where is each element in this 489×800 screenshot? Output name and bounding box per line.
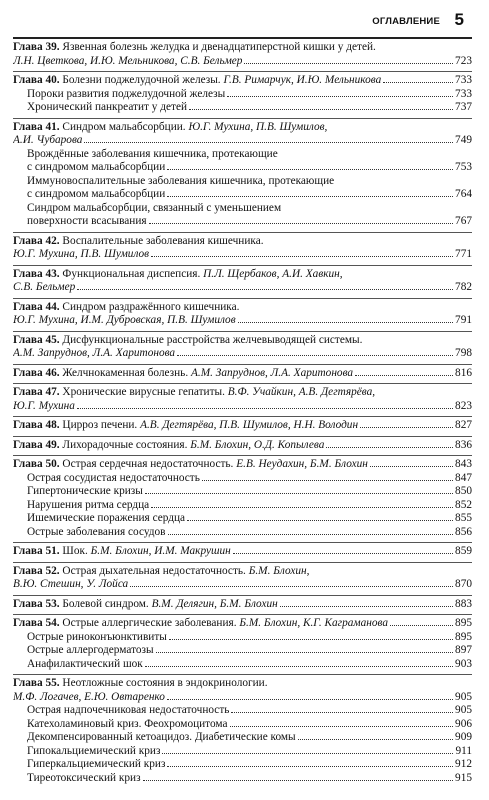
entry-title: Острые аллергические заболевания. [62, 617, 237, 629]
dot-leader [326, 447, 453, 448]
entry-title: Синдром раздражённого кишечника. [62, 300, 240, 313]
entry-title: Острая дыхательная недостаточность. [62, 564, 246, 577]
entry-authors: Ю.Г. Мухина [13, 399, 75, 412]
entry-title: Болевой синдром. [62, 597, 149, 610]
dot-leader [84, 142, 453, 143]
entry-title: Декомпенсированный кетоацидоз. Диабетические комы [27, 731, 296, 743]
entry-page-number: 850 [455, 485, 472, 497]
dot-leader [202, 480, 453, 481]
toc-line-text [13, 55, 242, 69]
toc-line [13, 41, 472, 55]
toc-line-text [13, 565, 309, 579]
dot-leader [149, 223, 453, 224]
entry-authors: А.В. Дегтярёва, П.В. Шумилов, Н.Н. Володин [140, 419, 359, 431]
entry-page-number: 870 [455, 578, 472, 590]
toc-line-text [13, 691, 165, 705]
toc-line-text [27, 202, 281, 216]
entry-title: Воспалительные заболевания кишечника. [62, 234, 264, 247]
toc-line [13, 758, 472, 772]
toc-line-text [13, 248, 149, 262]
toc-line [13, 545, 472, 559]
entry-page-number: 912 [455, 758, 472, 770]
toc-line [13, 314, 472, 328]
entry-page-number: 823 [455, 399, 472, 412]
entry-authors: Б.М. Блохин, И.М. Макрушин [90, 545, 231, 557]
entry-title: Функциональная диспепсия. [62, 267, 201, 280]
chapter-entry [13, 436, 472, 456]
entry-title: Врождённые заболевания кишечника, протекающие [27, 147, 278, 160]
toc-line [13, 88, 472, 102]
toc-line-text [13, 314, 236, 328]
toc-line-text [27, 644, 154, 658]
chapter-entry [13, 542, 472, 562]
entry-page-number: 782 [455, 281, 472, 293]
toc-line-text [13, 578, 128, 592]
entry-title: Катехоламиновый криз. Феохромоцитома [27, 717, 228, 730]
entry-title: Острая надпочечниковая недостаточность [27, 704, 230, 716]
entry-page-number: 909 [455, 731, 472, 743]
toc-line-text [27, 161, 165, 175]
entry-page-number: 859 [455, 545, 472, 557]
entry-title: Неотложные состояния в эндокринологии. [62, 677, 268, 689]
chapter-label: Глава 54. [13, 617, 60, 629]
entry-authors: Е.В. Неудахин, Б.М. Блохин [236, 458, 368, 470]
entry-title: поверхности всасывания [27, 215, 147, 227]
toc-line [13, 367, 472, 381]
toc-line-text [13, 419, 358, 433]
entry-title: Острые риноконъюнктивиты [27, 630, 167, 643]
dot-leader [238, 322, 453, 323]
entry-title: Язвенная болезнь желудка и двенадцатиперстной кишки у детей. [62, 41, 376, 53]
entry-page-number: 906 [455, 717, 472, 730]
toc-line [13, 235, 472, 249]
toc-line-text [27, 758, 165, 772]
entry-title: Дисфункциональные расстройства желчевыводящей системы. [62, 333, 363, 346]
toc-line [13, 731, 472, 745]
toc-line [13, 301, 472, 315]
toc-line [13, 188, 472, 202]
entry-title: Тиреотоксический криз [27, 771, 141, 784]
chapter-label: Глава 55. [13, 677, 60, 689]
dot-leader [151, 507, 453, 508]
entry-authors: А.М. Запруднов, Л.А. Харитонова [13, 347, 176, 359]
toc-line [13, 526, 472, 540]
toc-line-text [27, 88, 225, 102]
toc-line [13, 499, 472, 513]
toc-line-text [13, 386, 375, 400]
entry-title: с синдромом мальабсорбции [27, 161, 166, 173]
chapter-label: Глава 42. [13, 234, 60, 247]
table-of-contents [13, 37, 472, 788]
toc-line [13, 745, 472, 759]
toc-line-text [27, 526, 166, 540]
entry-page-number: 905 [455, 704, 472, 716]
entry-authors: Б.М. Блохин, [248, 564, 310, 577]
toc-line-text [27, 658, 143, 672]
entry-authors: Г.В. Римарчук, И.Ю. Мельникова [223, 74, 382, 86]
toc-line [13, 704, 472, 718]
toc-line-text [27, 101, 187, 115]
entry-page-number: 856 [455, 525, 472, 538]
chapter-label: Глава 48. [13, 419, 60, 431]
dot-leader [189, 109, 453, 110]
toc-line [13, 617, 472, 631]
toc-line [13, 248, 472, 262]
chapter-entry [13, 595, 472, 615]
chapter-entry [13, 232, 472, 265]
entry-page-number: 911 [455, 744, 472, 757]
entry-page-number: 791 [455, 314, 472, 326]
chapter-label: Глава 53. [13, 597, 60, 610]
entry-page-number: 843 [455, 458, 472, 470]
entry-page-number: 771 [455, 248, 472, 260]
entry-title: Острая сосудистая недостаточность [27, 471, 200, 484]
chapter-label: Глава 47. [13, 386, 60, 398]
dot-leader [167, 766, 453, 767]
toc-line-text [13, 545, 231, 559]
dot-leader [298, 739, 453, 740]
dot-leader [280, 606, 453, 607]
toc-line-text [27, 215, 147, 229]
toc-line-text [13, 301, 239, 315]
entry-authors: В.М. Делягин, Б.М. Блохин [151, 597, 278, 610]
chapter-entry [13, 37, 472, 71]
chapter-label: Глава 45. [13, 333, 60, 346]
toc-line [13, 121, 472, 135]
toc-line-text [13, 598, 278, 612]
toc-line-text [27, 704, 229, 718]
toc-line-text [13, 281, 75, 295]
toc-line-text [13, 677, 268, 691]
toc-line [13, 631, 472, 645]
dot-leader [145, 666, 453, 667]
toc-line-text [27, 718, 228, 732]
entry-page-number: 903 [455, 657, 472, 670]
dot-leader [244, 63, 453, 64]
dot-leader [77, 408, 453, 409]
entry-title: Лихорадочные состояния. [62, 438, 188, 451]
entry-title: Острые заболевания сосудов [27, 525, 166, 538]
dot-leader [383, 82, 453, 83]
entry-title: Цирроз печени. [62, 419, 138, 431]
entry-authors: М.Ф. Логачев, Е.Ю. Овтаренко [13, 690, 165, 703]
toc-line-text [13, 268, 343, 282]
entry-page-number: 764 [455, 188, 472, 200]
chapter-entry [13, 118, 472, 232]
entry-page-number: 883 [455, 597, 472, 610]
chapter-label: Глава 43. [13, 267, 60, 280]
dot-leader [360, 427, 453, 428]
toc-line [13, 202, 472, 216]
toc-line-text [27, 485, 143, 499]
toc-line [13, 400, 472, 414]
chapter-entry [13, 562, 472, 595]
entry-authors: В.Ф. Учайкин, А.В. Дегтярёва, [227, 386, 376, 398]
entry-title: Гипокальциемический криз [27, 744, 161, 757]
entry-title: Синдром мальабсорбции, связанный с уменьшением [27, 201, 282, 214]
dot-leader [143, 780, 453, 781]
toc-line [13, 772, 472, 786]
dot-leader [177, 355, 453, 356]
entry-title: Болезни поджелудочной железы. [62, 74, 221, 86]
toc-line-text [27, 731, 296, 745]
toc-line [13, 472, 472, 486]
toc-line [13, 281, 472, 295]
entry-title: Гипертонические кризы [27, 485, 143, 497]
chapter-label: Глава 41. [13, 120, 60, 133]
toc-line-text [13, 367, 353, 381]
toc-line [13, 268, 472, 282]
toc-line [13, 386, 472, 400]
entry-authors: Л.Н. Цветкова, И.Ю. Мельникова, С.В. Бельмер [13, 54, 243, 67]
entry-authors: А.И. Чубарова [13, 134, 83, 146]
entry-page-number: 816 [455, 366, 472, 379]
entry-page-number: 897 [455, 644, 472, 656]
chapter-label: Глава 40. [13, 74, 60, 86]
toc-line [13, 512, 472, 526]
toc-line-text [13, 617, 388, 631]
toc-line-text [27, 499, 149, 513]
dot-leader [370, 466, 453, 467]
dot-leader [230, 726, 454, 727]
toc-line [13, 419, 472, 433]
dot-leader [145, 493, 453, 494]
dot-leader [187, 520, 453, 521]
chapter-entry [13, 674, 472, 788]
entry-page-number: 836 [455, 438, 472, 451]
toc-line-text [27, 175, 334, 189]
toc-line [13, 134, 472, 148]
entry-page-number: 847 [455, 471, 472, 484]
chapter-entry [13, 71, 472, 118]
dot-leader [390, 625, 453, 626]
toc-line [13, 658, 472, 672]
entry-title: Шок. [62, 545, 88, 557]
toc-line [13, 439, 472, 453]
chapter-label: Глава 49. [13, 438, 60, 451]
toc-line-text [13, 439, 324, 453]
toc-line [13, 677, 472, 691]
entry-page-number: 723 [455, 54, 472, 67]
chapter-label: Глава 46. [13, 366, 60, 379]
entry-authors: Б.М. Блохин, О.Д. Копылева [190, 438, 325, 451]
chapter-entry [13, 298, 472, 331]
entry-page-number: 895 [455, 617, 472, 629]
entry-page-number: 895 [455, 630, 472, 643]
toc-line [13, 644, 472, 658]
toc-line [13, 578, 472, 592]
toc-line [13, 458, 472, 472]
entry-authors: Ю.Г. Мухина, П.В. Шумилов, [188, 120, 328, 133]
toc-line [13, 718, 472, 732]
toc-line [13, 175, 472, 189]
chapter-entry [13, 455, 472, 542]
toc-line-text [27, 148, 278, 162]
dot-leader [156, 652, 453, 653]
toc-line [13, 691, 472, 705]
toc-line [13, 598, 472, 612]
toc-line-text [13, 347, 175, 361]
entry-title: Синдром мальабсорбции. [62, 120, 186, 133]
page-number: 5 [454, 10, 464, 29]
entry-page-number: 733 [455, 74, 472, 86]
toc-line [13, 565, 472, 579]
toc-line-text [27, 745, 160, 759]
entry-authors: Ю.Г. Мухина, П.В. Шумилов [13, 248, 150, 260]
entry-title: Хронический панкреатит у детей [27, 101, 188, 113]
entry-title: Острые аллергодерматозы [27, 644, 154, 656]
dot-leader [167, 699, 453, 700]
dot-leader [130, 586, 453, 587]
entry-page-number: 905 [455, 690, 472, 703]
toc-line [13, 74, 472, 88]
toc-line-text [13, 74, 381, 88]
chapter-entry [13, 614, 472, 674]
chapter-label: Глава 51. [13, 545, 60, 557]
running-title: ОГЛАВЛЕНИЕ [372, 16, 440, 27]
entry-title: Иммуновоспалительные заболевания кишечника, протекающие [27, 174, 335, 187]
dot-leader [151, 256, 453, 257]
toc-line-text [27, 472, 200, 486]
entry-authors: Б.М. Блохин, К.Г. Каграманова [239, 617, 388, 629]
entry-authors: П.Л. Щербаков, А.И. Хавкин, [203, 267, 343, 280]
entry-title: Анафилактический шок [27, 657, 143, 670]
entry-authors: А.М. Запруднов, Л.А. Харитонова [190, 366, 354, 379]
entry-title: Ишемические поражения сердца [27, 512, 186, 524]
entry-page-number: 827 [455, 419, 472, 431]
dot-leader [355, 375, 453, 376]
entry-authors: С.В. Бельмер [13, 281, 76, 293]
chapter-label: Глава 39. [13, 41, 60, 53]
entry-page-number: 737 [455, 101, 472, 113]
toc-line-text [13, 400, 75, 414]
toc-line-text [27, 188, 165, 202]
dot-leader [231, 712, 453, 713]
entry-page-number: 749 [455, 134, 472, 146]
chapter-entry [13, 416, 472, 436]
toc-line-text [13, 134, 82, 148]
toc-line-text [13, 121, 327, 135]
entry-page-number: 798 [455, 347, 472, 359]
toc-line [13, 148, 472, 162]
dot-leader [77, 289, 453, 290]
entry-authors: В.Ю. Стешин, У. Лойса [13, 578, 129, 590]
entry-page-number: 767 [455, 215, 472, 227]
dot-leader [227, 96, 453, 97]
entry-title: с синдромом мальабсорбции [27, 188, 166, 200]
entry-page-number: 855 [455, 512, 472, 524]
chapter-label: Глава 44. [13, 300, 60, 313]
entry-page-number: 852 [455, 498, 472, 511]
dot-leader [169, 639, 453, 640]
dot-leader [233, 553, 453, 554]
toc-line [13, 101, 472, 115]
entry-authors: Ю.Г. Мухина, И.М. Дубровская, П.В. Шумилов [13, 314, 236, 326]
chapter-label: Глава 50. [13, 458, 60, 470]
entry-page-number: 915 [455, 771, 472, 784]
entry-title: Нарушения ритма сердца [27, 498, 150, 511]
toc-line-text [13, 41, 376, 55]
toc-line-text [13, 334, 362, 348]
chapter-entry [13, 383, 472, 416]
chapter-entry [13, 265, 472, 298]
toc-line-text [13, 235, 264, 249]
toc-line [13, 347, 472, 361]
toc-line-text [13, 458, 368, 472]
page-header [13, 10, 472, 30]
toc-line [13, 215, 472, 229]
dot-leader [162, 753, 453, 754]
toc-line [13, 161, 472, 175]
entry-page-number: 733 [455, 87, 472, 100]
dot-leader [167, 196, 453, 197]
entry-page-number: 753 [455, 161, 472, 173]
entry-title: Пороки развития поджелудочной железы [27, 87, 226, 100]
toc-line-text [27, 631, 167, 645]
entry-title: Гиперкальциемический криз [27, 758, 166, 770]
entry-title: Хронические вирусные гепатиты. [62, 386, 225, 398]
entry-title: Желчнокаменная болезнь. [62, 366, 189, 379]
entry-title: Острая сердечная недостаточность. [62, 458, 234, 470]
dot-leader [167, 169, 453, 170]
toc-line-text [27, 512, 185, 526]
toc-line [13, 485, 472, 499]
dot-leader [168, 534, 454, 535]
toc-line-text [27, 772, 141, 786]
toc-line [13, 55, 472, 69]
chapter-entry [13, 364, 472, 384]
chapter-label: Глава 52. [13, 564, 60, 577]
chapter-entry [13, 331, 472, 364]
toc-line [13, 334, 472, 348]
